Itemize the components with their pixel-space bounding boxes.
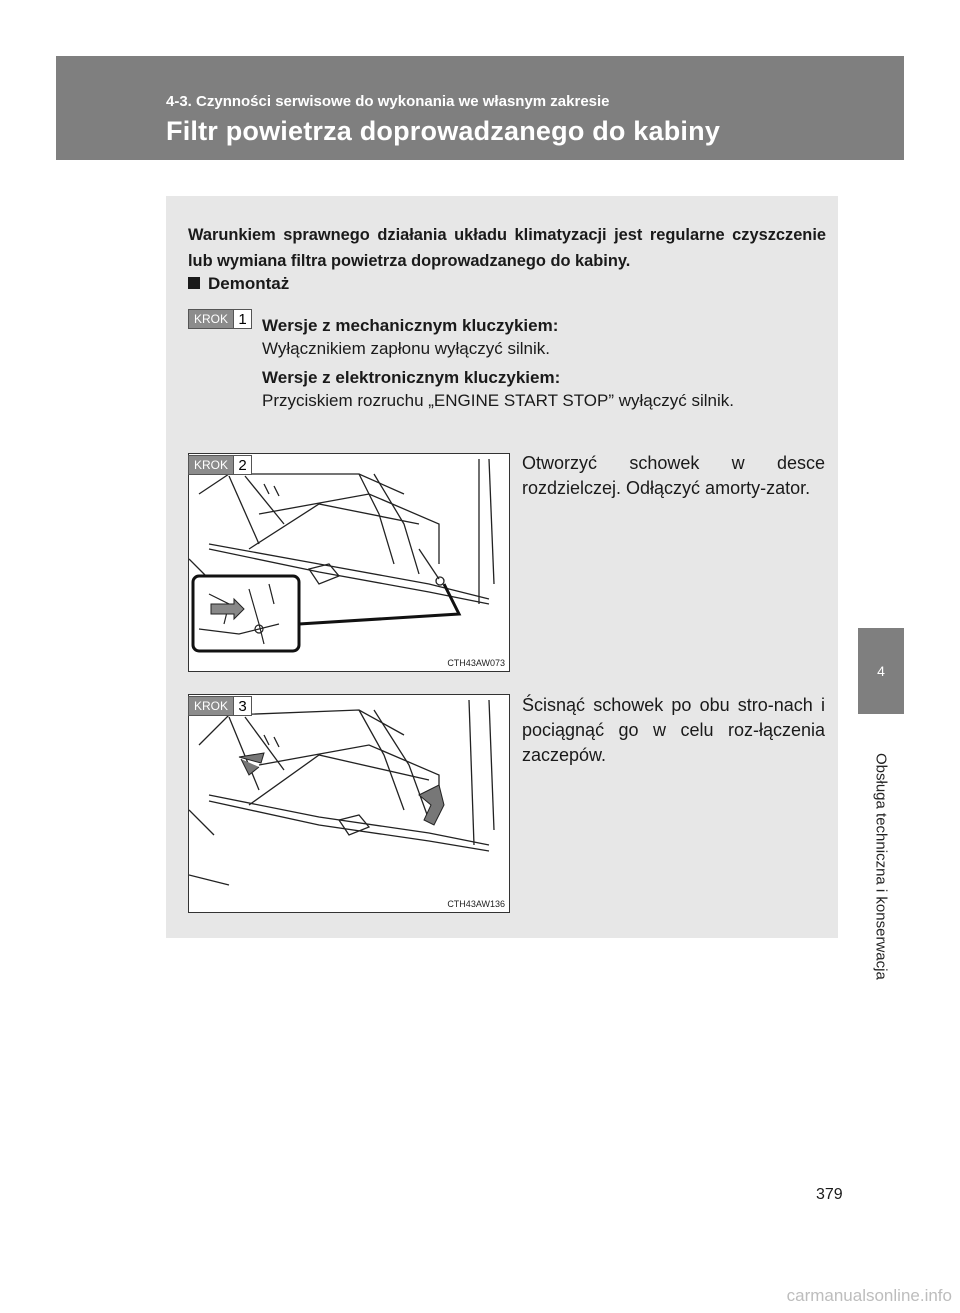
glovebox-squeeze-illustration — [189, 695, 509, 912]
page-number: 379 — [816, 1186, 843, 1203]
step-2-badge — [188, 455, 252, 475]
step-1-badge — [188, 309, 252, 329]
elec-key-text: Przyciskiem rozruchu „ENGINE START STOP” wyłączyć silnik. — [262, 391, 734, 410]
step-2-figure — [188, 453, 510, 672]
intro-paragraph: Warunkiem sprawnego działania układu klimatyzacji jest regularne czyszczenie lub wymiana filtra powietrza doprowadzanego do kabiny. — [188, 226, 826, 270]
section-label: 4-3. Czynności serwisowe do wykonania we własnym zakresie — [166, 93, 610, 110]
square-bullet-icon — [188, 277, 200, 289]
step-badge-number: 2 — [234, 455, 252, 475]
step-2-text: Otworzyć schowek w desce rozdzielczej. Odłączyć amorty-zator. — [522, 453, 825, 498]
watermark: carmanualsonline.info — [786, 1286, 952, 1305]
figure-code: CTH43AW073 — [447, 658, 505, 668]
chapter-title: Obsługa techniczna i konserwacja — [872, 752, 890, 980]
step-badge-number: 1 — [234, 309, 252, 329]
page-title: Filtr powietrza doprowadzanego do kabiny — [166, 116, 721, 146]
subheading — [188, 274, 289, 294]
chapter-title-tab — [858, 714, 904, 1018]
mech-key-heading: Wersje z mechanicznym kluczykiem: — [262, 316, 559, 335]
chapter-number-tab: 4 — [858, 628, 904, 714]
step-badge-word: KROK — [188, 455, 234, 475]
step-3-text: Ścisnąć schowek po obu stro-nach i pociągnąć go w celu roz-łączenia zaczepów. — [522, 695, 825, 765]
step-badge-word: KROK — [188, 309, 234, 329]
step-1-text — [262, 314, 824, 412]
glovebox-open-illustration — [189, 454, 509, 671]
mech-key-text: Wyłącznikiem zapłonu wyłączyć silnik. — [262, 339, 550, 358]
step-badge-word: KROK — [188, 696, 234, 716]
elec-key-heading: Wersje z elektronicznym kluczykiem: — [262, 368, 561, 387]
figure-code: CTH43AW136 — [447, 899, 505, 909]
subheading-text: Demontaż — [208, 274, 290, 293]
step-badge-number: 3 — [234, 696, 252, 716]
step-3-figure — [188, 694, 510, 913]
step-3-badge — [188, 696, 252, 716]
